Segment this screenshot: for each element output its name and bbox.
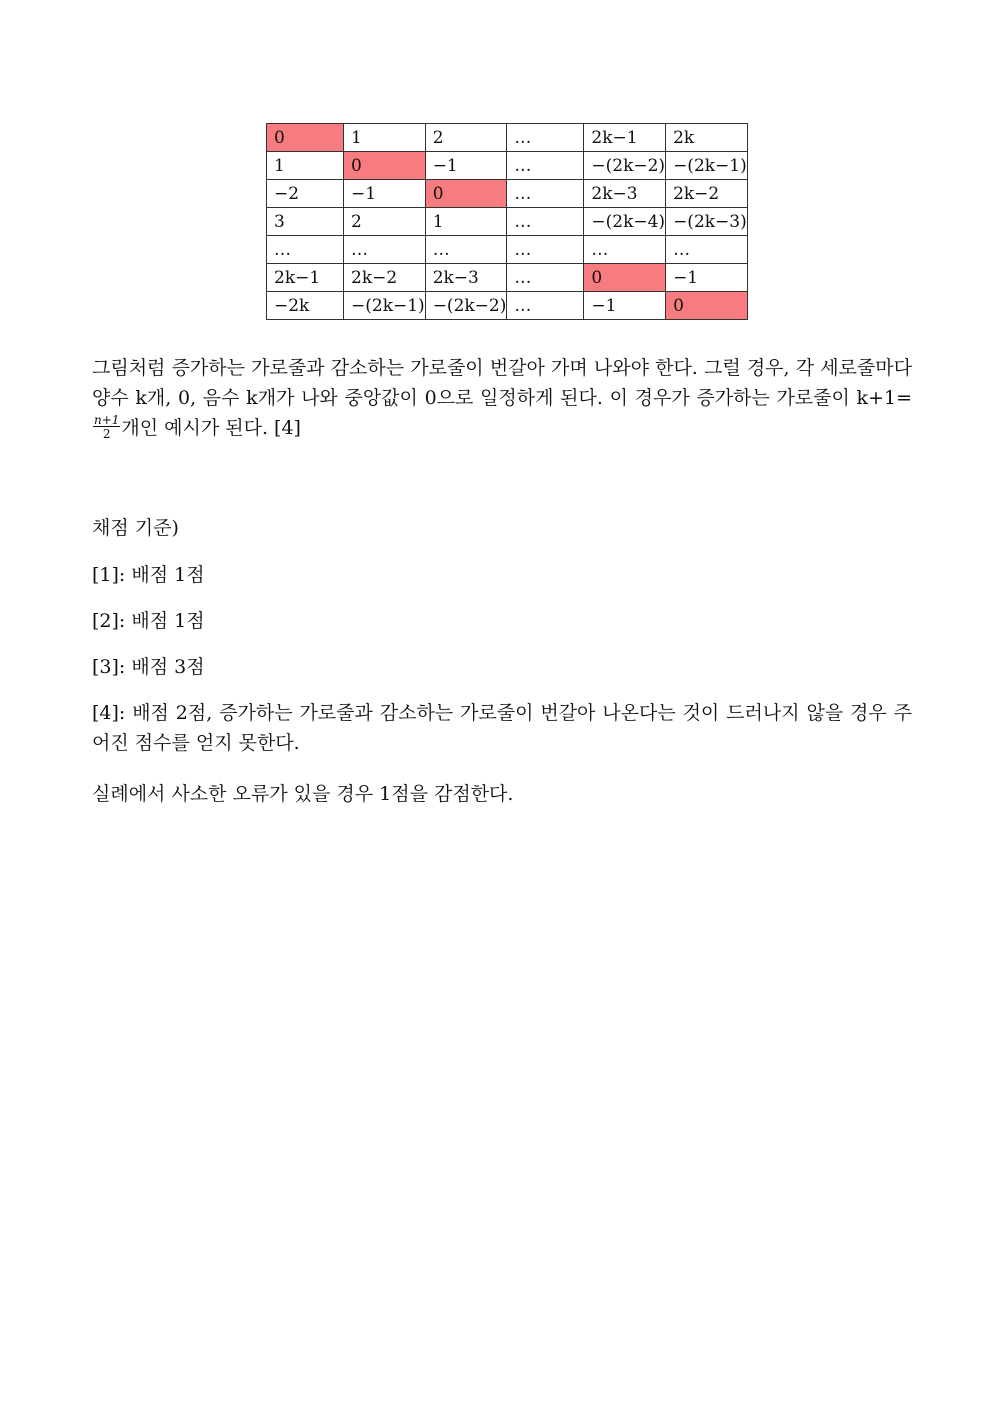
criteria-item-1: [1]: 배점 1점: [92, 564, 205, 586]
table-cell: 1: [425, 208, 507, 236]
criteria-title: 채점 기준): [92, 517, 179, 539]
table-cell: 2k−1: [267, 264, 344, 292]
table-cell: 2k: [666, 124, 748, 152]
table-cell: …: [507, 208, 584, 236]
table-row: [267, 208, 748, 236]
table-cell: 2: [425, 124, 507, 152]
table-cell: …: [507, 292, 584, 320]
table-cell: …: [507, 264, 584, 292]
table-cell: 1: [344, 124, 426, 152]
fraction-denominator: 2: [102, 427, 111, 441]
table-cell: 1: [267, 152, 344, 180]
table-cell: …: [425, 236, 507, 264]
table-cell: 3: [267, 208, 344, 236]
table-cell: −2k: [267, 292, 344, 320]
table-row: [267, 236, 748, 264]
table-cell: −2: [267, 180, 344, 208]
table-cell: …: [507, 236, 584, 264]
criteria-note: 실례에서 사소한 오류가 있을 경우 1점을 감점한다.: [92, 783, 514, 805]
table-cell: …: [507, 124, 584, 152]
table-cell: −1: [666, 264, 748, 292]
table-cell: 0: [425, 180, 507, 208]
table-cell: −(2k−1): [666, 152, 748, 180]
table-cell: 2k−1: [584, 124, 666, 152]
explanation-paragraph: [92, 353, 912, 443]
table-cell: 0: [584, 264, 666, 292]
table-cell: −(2k−3): [666, 208, 748, 236]
table-cell: −(2k−2): [425, 292, 507, 320]
table-cell: −(2k−2): [584, 152, 666, 180]
table-cell: …: [344, 236, 426, 264]
table-cell: …: [666, 236, 748, 264]
table-cell: …: [507, 180, 584, 208]
table-cell: 2k−2: [666, 180, 748, 208]
table-cell: −1: [344, 180, 426, 208]
fraction-numerator: n+1: [94, 413, 120, 427]
table-row: [267, 124, 748, 152]
table-cell: −(2k−1): [344, 292, 426, 320]
table-cell: 0: [344, 152, 426, 180]
table-cell: 2k−3: [584, 180, 666, 208]
explanation-text-2: 개인 예시가 된다. [4]: [121, 417, 301, 439]
table-cell: −1: [425, 152, 507, 180]
table-cell: …: [267, 236, 344, 264]
table-cell: …: [507, 152, 584, 180]
table-cell: 0: [666, 292, 748, 320]
table-cell: 2k−2: [344, 264, 426, 292]
criteria-item-4: [4]: 배점 2점, 증가하는 가로줄과 감소하는 가로줄이 번갈아 나온다는 것이 드러나지 않을 경우 주어진 점수를 얻지 못한다.: [92, 702, 912, 754]
table-cell: −(2k−4): [584, 208, 666, 236]
table-row: [267, 152, 748, 180]
value-grid-table: [266, 123, 748, 320]
table-row: [267, 264, 748, 292]
fraction: [93, 414, 120, 440]
explanation-text-1: 그림처럼 증가하는 가로줄과 감소하는 가로줄이 번갈아 가며 나와야 한다. 그럴 경우, 각 세로줄마다 양수 k개, 0, 음수 k개가 나와 중앙값이 0으로 일정하게 된다. 이 경우가 증가하는 가로줄이 k+1=: [92, 357, 912, 409]
table-cell: 2: [344, 208, 426, 236]
value-grid-body: [267, 124, 748, 320]
table-cell: −1: [584, 292, 666, 320]
table-row: [267, 180, 748, 208]
criteria-item-2: [2]: 배점 1점: [92, 610, 205, 632]
table-row: [267, 292, 748, 320]
table-cell: …: [584, 236, 666, 264]
table-cell: 0: [267, 124, 344, 152]
table-cell: 2k−3: [425, 264, 507, 292]
criteria-item-3: [3]: 배점 3점: [92, 656, 205, 678]
